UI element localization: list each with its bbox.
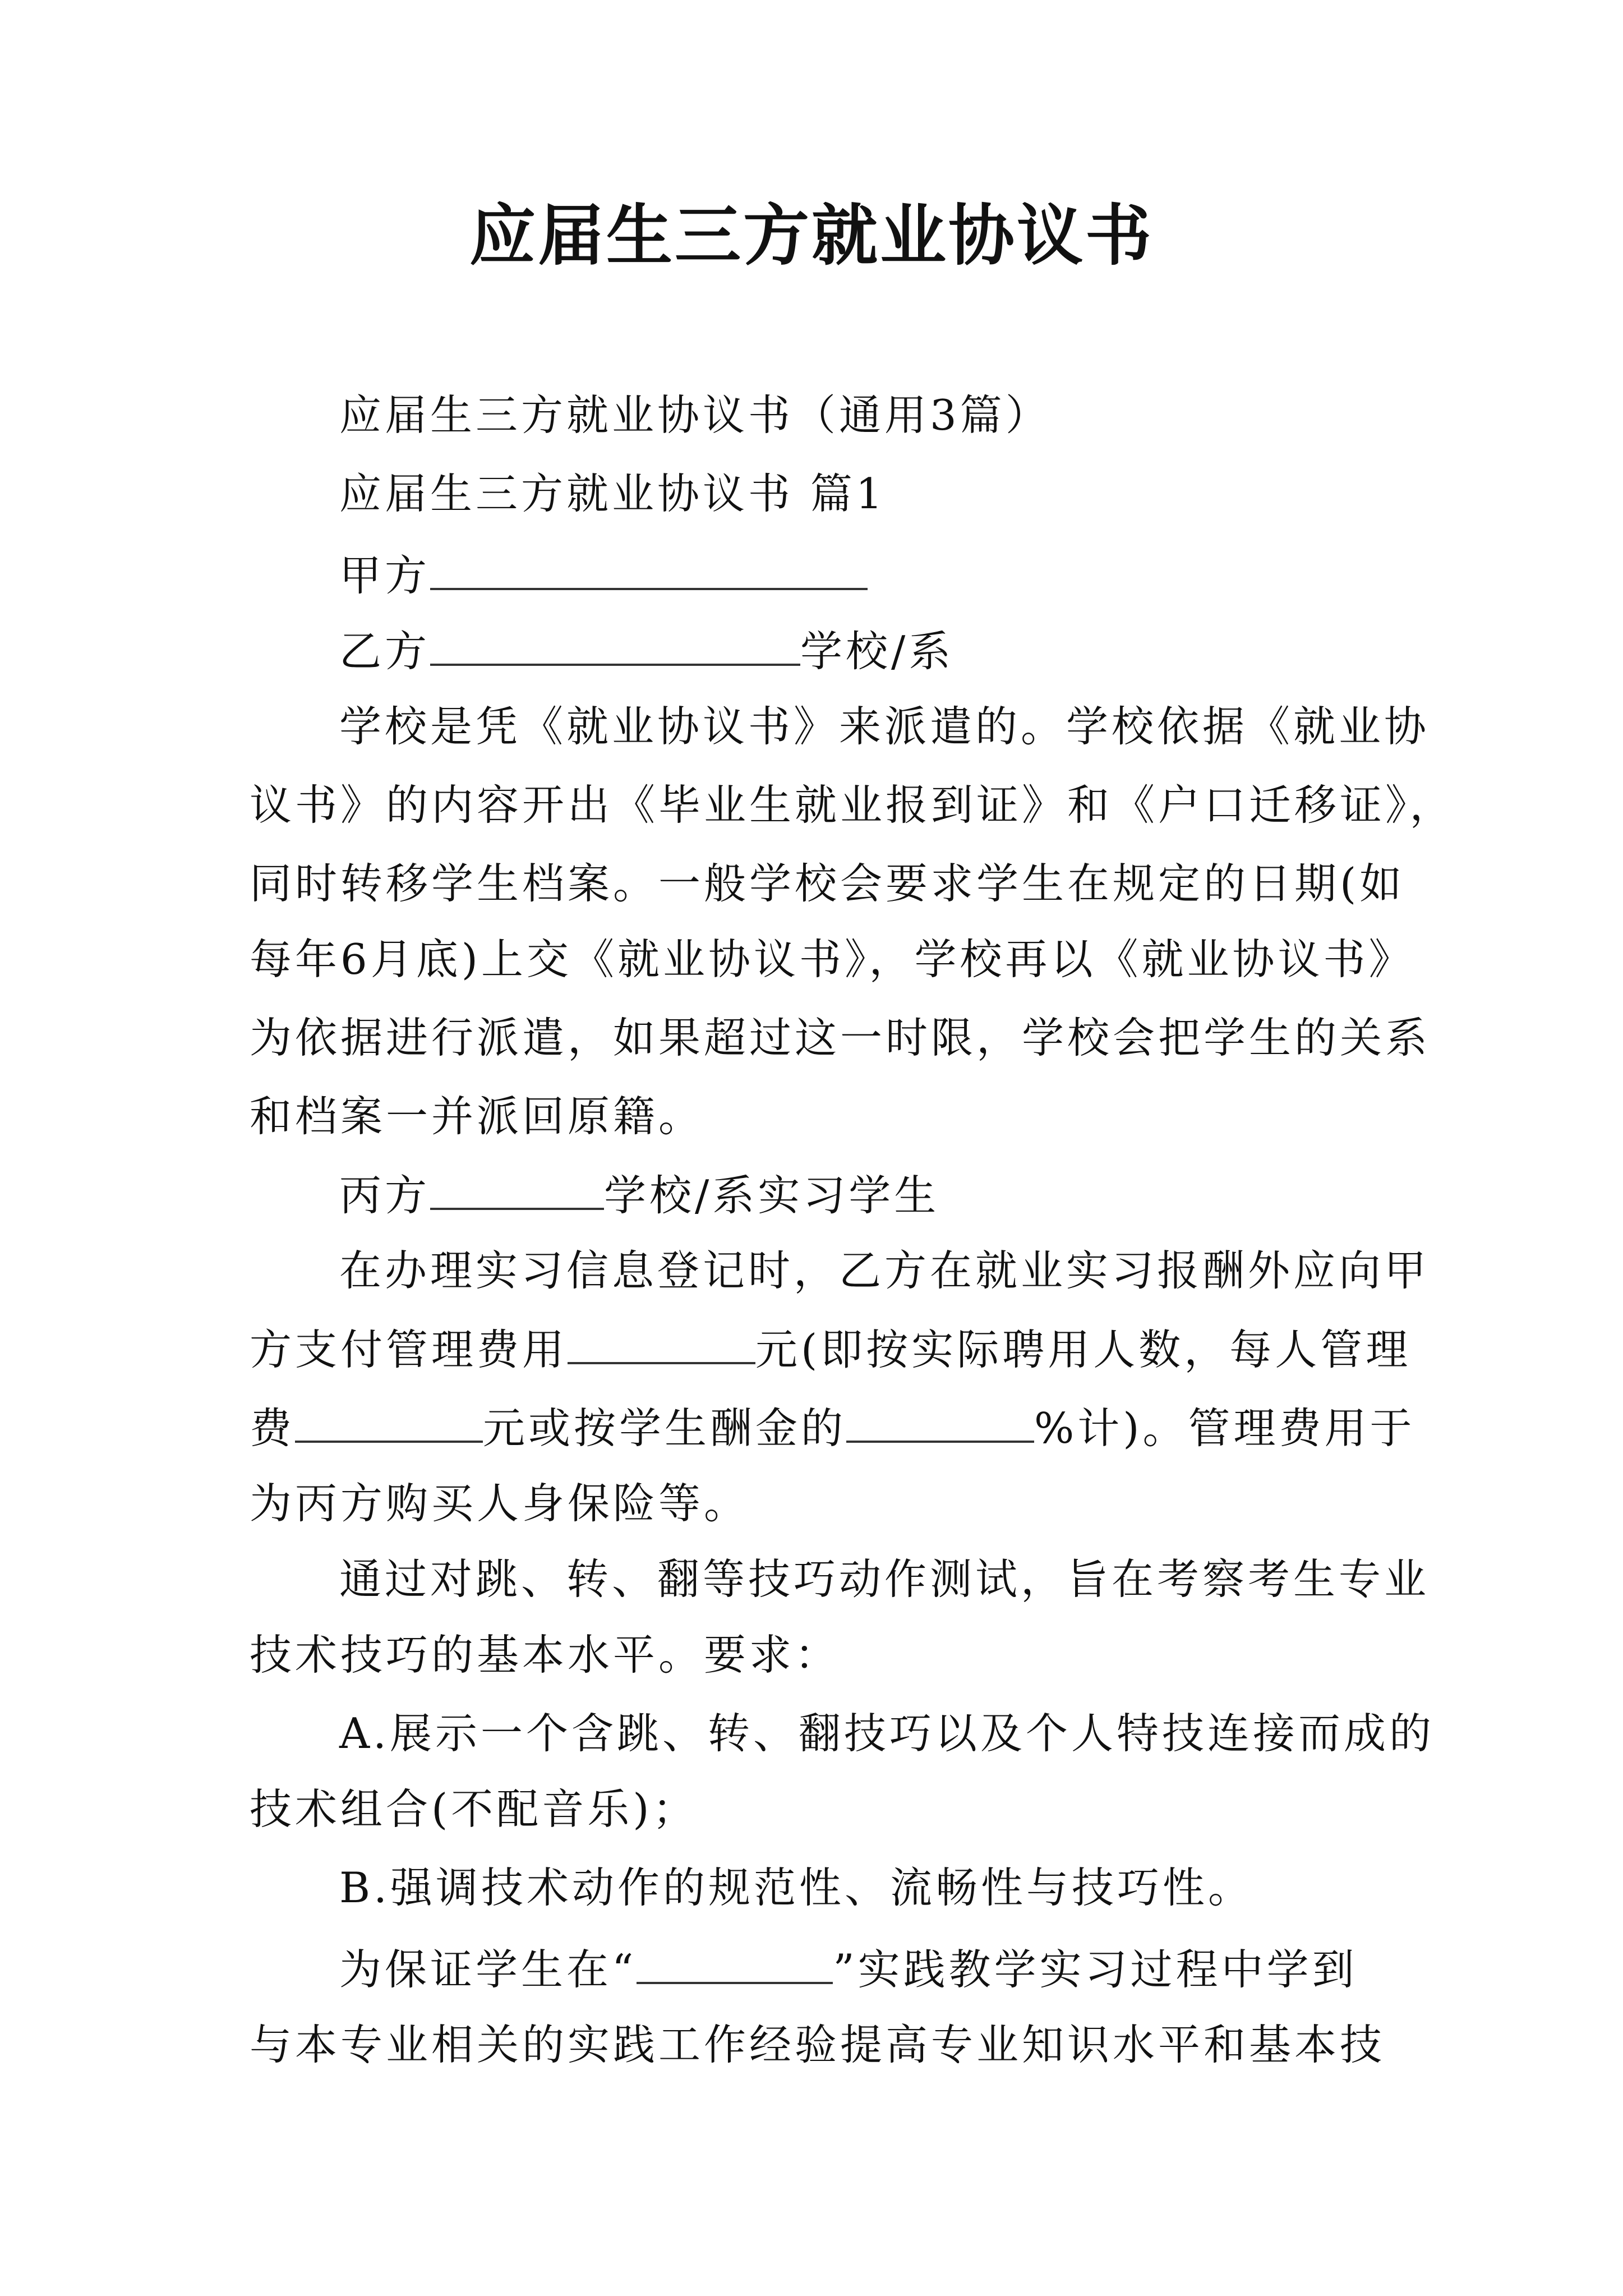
section-heading: 应届生三方就业协议书 篇1 xyxy=(339,469,886,518)
para1-line: 同时转移学生档案。一般学校会要求学生在规定的日期(如 xyxy=(250,859,1405,908)
party-a-blank xyxy=(430,544,868,590)
party-b-blank xyxy=(430,620,800,666)
item-a-line: 技术组合(不配音乐)； xyxy=(250,1784,698,1834)
para4-line xyxy=(339,1938,1489,1998)
party-b-label: 乙方 xyxy=(339,627,431,676)
para3-line: 通过对跳、转、翻等技巧动作测试，旨在考察考生专业 xyxy=(339,1554,1430,1604)
para4-line: 与本专业相关的实践工作经验提高专业知识水平和基本技 xyxy=(250,2020,1386,2069)
document-title: 应届生三方就业协议书 xyxy=(469,196,1154,274)
party-c-suffix: 学校/系实习学生 xyxy=(604,1171,940,1220)
item-b-line: B.强调技术动作的规范性、流畅性与技巧性。 xyxy=(339,1863,1253,1912)
item-a-line: A.展示一个含跳、转、翻技巧以及个人特技连接而成的 xyxy=(339,1709,1435,1758)
fee-text: 元或按学生酬金的 xyxy=(483,1404,847,1453)
party-c-line xyxy=(339,1164,1489,1223)
practice-name-blank xyxy=(637,1938,833,1984)
para1-line: 议书》的内容开出《毕业生就业报到证》和《户口迁移证》， xyxy=(250,780,1455,830)
party-a-label: 甲方 xyxy=(339,551,431,600)
fee-percent-blank xyxy=(846,1397,1034,1443)
para2-line xyxy=(250,1318,1412,1378)
fee-per-person-blank xyxy=(295,1397,483,1443)
fee-text: %计)。管理费用于 xyxy=(1034,1404,1415,1453)
party-c-blank xyxy=(430,1164,604,1210)
fee-total-blank xyxy=(568,1318,755,1364)
para2-line xyxy=(250,1397,1415,1456)
party-b-suffix: 学校/系 xyxy=(800,627,955,676)
fee-text: 元(即按实际聘用人数，每人管理 xyxy=(755,1325,1412,1374)
para4-text: 为保证学生在“ xyxy=(339,1945,637,1994)
para4-text: ”实践教学实习过程中学到 xyxy=(833,1945,1358,1994)
para1-line: 为依据进行派遣，如果超过这一时限，学校会把学生的关系 xyxy=(250,1013,1431,1062)
party-c-label: 丙方 xyxy=(339,1171,431,1220)
para3-line: 技术技巧的基本水平。要求： xyxy=(250,1630,841,1680)
para2-line: 为丙方购买人身保险等。 xyxy=(250,1479,750,1528)
para1-line: 每年6月底)上交《就业协议书》，学校再以《就业协议书》 xyxy=(250,935,1414,984)
subtitle-line: 应届生三方就业协议书（通用3篇） xyxy=(339,390,1051,440)
party-a-line xyxy=(339,544,1489,604)
para1-line: 和档案一并派回原籍。 xyxy=(250,1092,704,1141)
para1-line: 学校是凭《就业协议书》来派遣的。学校依据《就业协 xyxy=(339,702,1430,751)
fee-label: 方支付管理费用 xyxy=(250,1325,568,1374)
party-b-line xyxy=(339,620,1489,679)
para2-line: 在办理实习信息登记时，乙方在就业实习报酬外应向甲 xyxy=(339,1246,1430,1295)
fee-label: 费 xyxy=(250,1404,296,1453)
